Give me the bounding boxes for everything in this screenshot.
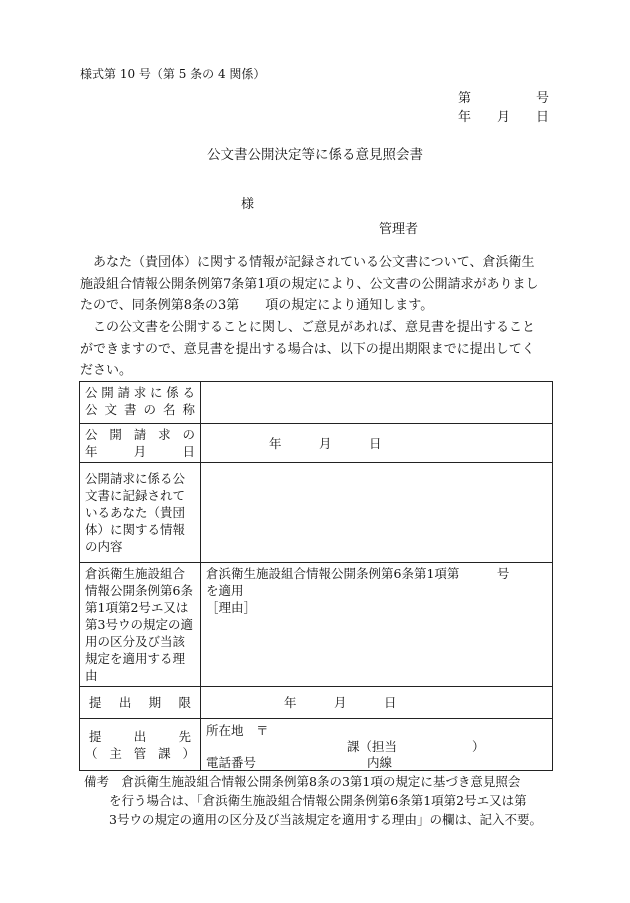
inquiry-table (79, 381, 553, 771)
paragraph-line: ださい。 (80, 363, 133, 378)
table-row (80, 424, 553, 463)
applicable-provision-label: 倉浜衛生施設組合情報公開条例第6条第1項第2号エ又は第3号ウの規定の適用の区分及び当該規定を適用する理由 (80, 563, 201, 687)
addressee: 様 (241, 197, 255, 212)
phone-label: 電話番号 (206, 755, 257, 770)
extension-label: 内線 (367, 755, 393, 770)
paragraph-line: たので、同条例第8条の3第 項の規定により通知します。 (80, 298, 434, 313)
provision-reason: ［理由］ (206, 600, 257, 615)
table-row (80, 687, 553, 719)
submission-destination-value[interactable] (201, 719, 553, 771)
request-date-label: 公開請求の 年 月 日 (80, 424, 201, 463)
table-row (80, 463, 553, 563)
paragraph-line: この公文書を公開することに関し、ご意見があれば、意見書を提出すること (80, 320, 536, 335)
request-date-value[interactable]: 年 月 日 (201, 424, 553, 463)
provision-article: 倉浜衛生施設組合情報公開条例第6条第1項第 号 (206, 566, 510, 581)
paragraph-line: ができますので、意見書を提出する場合は、以下の提出期限までに提出してく (80, 341, 535, 357)
remarks-line: 3号ウの規定の適用の区分及び当該規定を適用する理由」の欄は、記入不要。 (84, 812, 542, 827)
information-content-value[interactable] (201, 463, 553, 563)
table-row (80, 719, 553, 771)
paragraph-line: 施設組合情報公開条例第7条第1項の規定により、公文書の公開請求がありまし (80, 276, 539, 292)
page-title: 公文書公開決定等に係る意見照会書 (207, 147, 423, 163)
provision-apply: を適用 (206, 583, 244, 598)
document-date: 年 月 日 (458, 110, 550, 125)
document-name-value[interactable] (201, 382, 553, 424)
remarks-line: 備考 倉浜衛生施設組合情報公開条例第8条の3第1項の規定に基づき意見照会 (84, 774, 521, 789)
section-label: 課（担当 ） (347, 739, 485, 754)
paragraph-line: あなた（貴団体）に関する情報が記録されている公文書について、倉浜衛生 (80, 255, 535, 270)
document-name-label: 公開請求に係る 公文書の名称 (80, 382, 201, 424)
form-number: 様式第 10 号（第 5 条の 4 関係） (80, 67, 266, 81)
address-label: 所在地 〒 (206, 723, 269, 738)
submission-destination-label: 提出先 （主管課） (80, 719, 201, 771)
deadline-value[interactable]: 年 月 日 (201, 687, 553, 719)
table-row (80, 563, 553, 687)
remarks (84, 772, 556, 829)
remarks-line: を行う場合は、「倉浜衛生施設組合情報公開条例第6条第1項第2号エ又は第 (84, 793, 527, 808)
applicable-provision-value[interactable] (201, 563, 553, 687)
information-content-label: 公開請求に係る公文書に記録されているあなた（貴団体）に関する情報の内容 (80, 463, 201, 563)
notice-paragraph-1 (80, 252, 553, 317)
notice-paragraph-2 (80, 317, 553, 382)
table-row (80, 382, 553, 424)
deadline-label: 提出期限 (80, 687, 201, 719)
sender: 管理者 (379, 222, 419, 237)
document-number: 第 号 (458, 91, 550, 106)
